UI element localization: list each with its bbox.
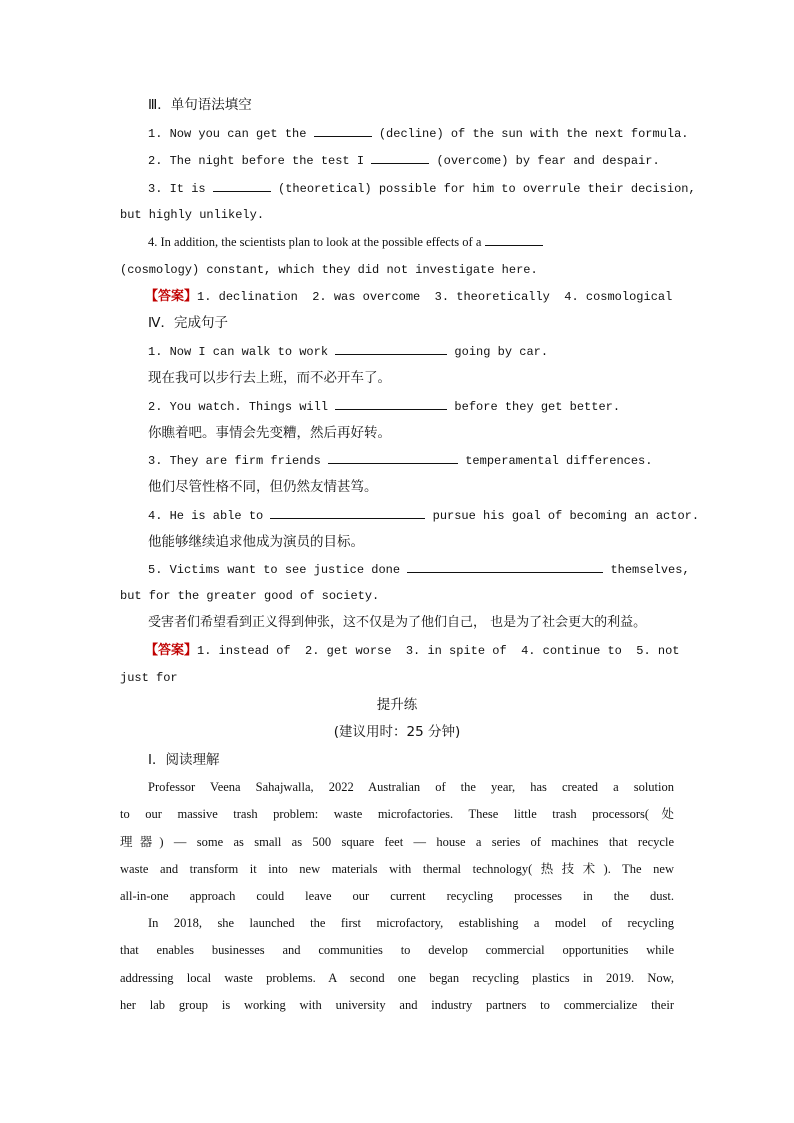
- passage-line: all-in-one approach could leave our current recycling processes in the dust.: [120, 889, 674, 903]
- s4-q2-post: before they get better.: [447, 400, 621, 414]
- section-4-heading: Ⅳ．完成句子: [148, 315, 228, 331]
- answer-blank: [335, 398, 447, 410]
- s3-question-1: [148, 125, 689, 142]
- s4-q5-post: themselves,: [603, 563, 690, 577]
- answer-blank: [314, 125, 372, 137]
- s3-answer-text: 1. declination 2. was overcome 3. theoretically 4. cosmological: [197, 290, 673, 304]
- s4-q5-continuation: but for the greater good of society.: [120, 589, 380, 603]
- s4-answer-continuation: just for: [120, 671, 178, 685]
- s4-q5-chinese: 受害者们希望看到正义得到伸张，这不仅是为了他们自己， 也是为了社会更大的利益。: [148, 615, 647, 630]
- s3-question-3: [148, 180, 696, 197]
- s4-answer: [145, 643, 680, 659]
- s3-answer: [145, 289, 671, 305]
- section-3-heading: Ⅲ．单句语法填空: [148, 97, 252, 113]
- passage-line: to our massive trash problem: waste microfactories. These little trash processors(处: [120, 807, 674, 821]
- answer-blank: [335, 343, 447, 355]
- s3-q4-continuation: (cosmology) constant, which they did not investigate here.: [120, 263, 538, 277]
- s3-q3-pre: 3. It is: [148, 182, 213, 196]
- s4-q4-chinese: 他能够继续追求他成为演员的目标。: [148, 534, 364, 550]
- section-1-heading: Ⅰ．阅读理解: [148, 752, 220, 768]
- s3-q1-pre: 1. Now you can get the: [148, 127, 314, 141]
- s4-question-3: [148, 452, 674, 469]
- s4-q1-post: going by car.: [447, 345, 549, 359]
- s3-question-4: [148, 234, 674, 250]
- s4-question-5: [148, 561, 690, 578]
- practice-subtitle: (建议用时：25 分钟): [333, 724, 461, 740]
- answer-blank: [270, 507, 425, 519]
- s4-question-1: [148, 343, 674, 360]
- passage-line: waste and transform it into new materials with thermal technology(热技术). The new: [120, 862, 674, 876]
- s4-q4-pre: 4. He is able to: [148, 509, 271, 523]
- s3-q1-post: (decline) of the sun with the next formula.: [371, 127, 689, 141]
- passage-line: addressing local waste problems. A second one began recycling plastics in 2019. Now,: [120, 971, 674, 985]
- s4-q1-chinese: 现在我可以步行去上班，而不必开车了。: [148, 370, 391, 386]
- s3-q4-pre: 4. In addition, the scientists plan to look at the possible effects of a: [148, 235, 485, 249]
- answer-blank: [213, 180, 271, 192]
- s4-question-4: [148, 507, 700, 524]
- s4-q3-post: temperamental differences.: [458, 454, 653, 468]
- s3-q2-post: (overcome) by fear and despair.: [429, 154, 660, 168]
- s4-question-2: [148, 398, 674, 415]
- s3-q3-post: (theoretical) possible for him to overrule their decision,: [270, 182, 696, 196]
- s4-q2-chinese: 你瞧着吧。事情会先变糟，然后再好转。: [148, 425, 391, 441]
- passage-line: In 2018, she launched the first microfactory, establishing a model of recycling: [148, 916, 674, 930]
- answer-blank: [407, 561, 603, 573]
- s4-q2-pre: 2. You watch. Things will: [148, 400, 336, 414]
- passage-line: Professor Veena Sahajwalla, 2022 Australian of the year, has created a solution: [148, 780, 674, 794]
- s4-q5-pre: 5. Victims want to see justice done: [148, 563, 408, 577]
- s4-q4-post: pursue his goal of becoming an actor.: [425, 509, 700, 523]
- s4-q1-pre: 1. Now I can walk to work: [148, 345, 336, 359]
- answer-blank: [371, 152, 429, 164]
- s3-q3-continuation: but highly unlikely.: [120, 208, 265, 222]
- answer-tag: 【答案】: [145, 643, 198, 658]
- s4-q3-pre: 3. They are firm friends: [148, 454, 329, 468]
- answer-blank: [328, 452, 458, 464]
- s4-q3-chinese: 他们尽管性格不同，但仍然友情甚笃。: [148, 479, 378, 495]
- answer-blank: [485, 234, 543, 246]
- passage-line: her lab group is working with university and industry partners to commercialize their: [120, 998, 674, 1012]
- practice-title: 提升练: [376, 697, 418, 713]
- s3-q2-pre: 2. The night before the test I: [148, 154, 372, 168]
- s4-answer-text: 1. instead of 2. get worse 3. in spite of 4. continue to 5. not: [197, 644, 680, 658]
- passage-line: 理器) — some as small as 500 square feet — house a series of machines that recycle: [120, 835, 674, 849]
- answer-tag: 【答案】: [145, 289, 198, 304]
- s3-question-2: [148, 152, 674, 169]
- passage-line: that enables businesses and communities to develop commercial opportunities while: [120, 943, 674, 957]
